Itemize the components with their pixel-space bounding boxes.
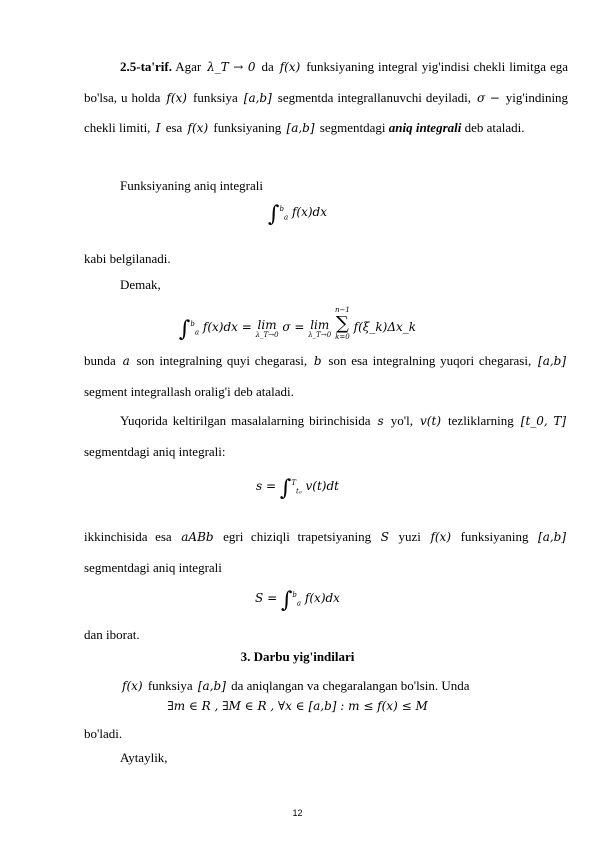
formula-area-integral: S = ∫$^b_a$ f(x)dx: [255, 588, 340, 613]
limits-paragraph: bunda a son integralning quyi chegarasi, b son esa integralning yuqori chegarasi, [a,b] segment integrallash oralig'i deb ataladi.: [84, 353, 567, 399]
formula-integral-limit-sum: ∫$^b_a$ f(x)dx = lim λ_T→0 σ = lim λ_T→0 n−1 ∑ k=0 f(ξ_k)Δx_k: [178, 306, 417, 342]
formula-path-integral: s = ∫$^T_{t_0}$ v(t)dt: [256, 476, 339, 501]
text-line: dan iborat.: [84, 627, 140, 642]
math-lambda-limit: λ_T → 0: [207, 60, 256, 74]
text-line: Funksiyaning aniq integrali: [120, 178, 263, 193]
math-segment: [a,b]: [243, 90, 272, 105]
text-line: kabi belgilanadi.: [84, 251, 171, 266]
section-heading: 3. Darbu yig'indilari: [240, 649, 355, 664]
math-I: I: [155, 121, 161, 135]
math-fx: f(x): [166, 90, 187, 105]
text-line: Demak,: [120, 277, 161, 292]
math-fx: f(x): [279, 60, 301, 74]
velocity-paragraph: Yuqorida keltirilgan masalalarning birinchisida s yo'l, v(t) tezliklarning [t_0, T] segmentdagi aniq integrali:: [84, 413, 567, 459]
area-paragraph: ikkinchisida esa aABb egri chiziqli trapetsiyaning S yuzi f(x) funksiyaning [a,b] segmentdagi aniq integrali: [84, 529, 567, 575]
math-segment: [a,b]: [286, 121, 315, 135]
formula-bounds: ∃m ∈ R , ∃M ∈ R , ∀x ∈ [a,b] : m ≤ f(x) ≤ M: [167, 699, 428, 713]
text-line: Aytaylik,: [120, 750, 168, 765]
text-line: bo'ladi.: [84, 726, 123, 741]
defined-term-aniq-integral: aniq integrali: [388, 120, 462, 135]
definition-paragraph: 2.5-ta'rif. Agar λ_T → 0 da f(x) funksiyaning integral yig'indisi chekli limitga ega bo'lsa, u holda f(x) funksiya [a,b] segmentda integrallanuvchi deyiladi, σ − yig'indining chekli limiti, I esa f(x) funksiyaning [a,b] segmentdagi aniq integrali deb ataladi.: [84, 59, 569, 135]
sum-symbol: n−1 ∑ k=0: [335, 306, 350, 341]
bounded-function-line: f(x) funksiya [a,b] da aniqlangan va chegaralangan bo'lsin. Unda: [122, 678, 470, 693]
definition-term: 2.5-ta'rif.: [120, 59, 172, 74]
formula-integral: ∫$^b_a$ f(x)dx: [268, 202, 327, 227]
math-sigma: σ −: [476, 90, 500, 105]
math-fx: f(x): [187, 121, 209, 135]
page-number: 12: [292, 808, 303, 818]
